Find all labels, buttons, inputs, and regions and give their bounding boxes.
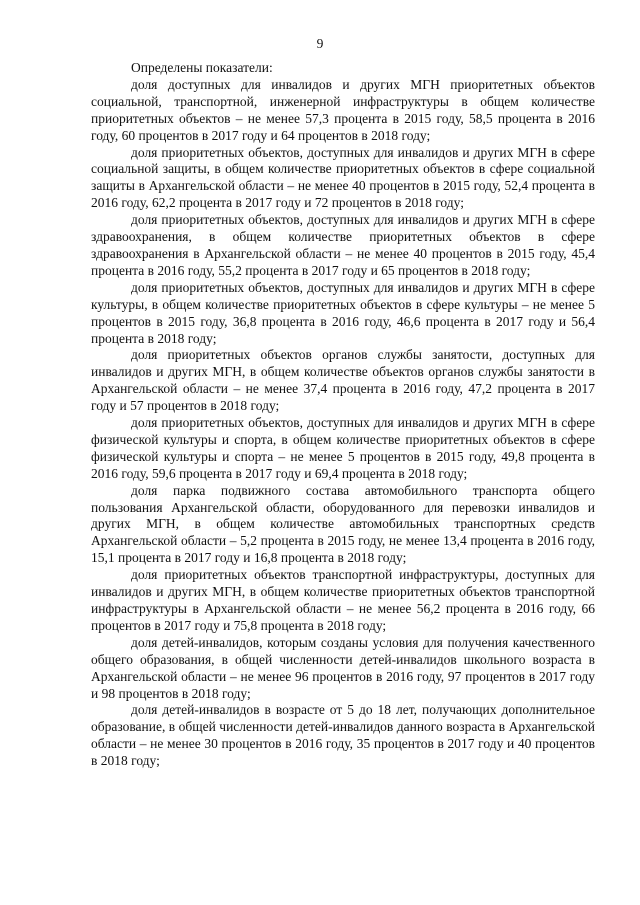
document-body: [91, 60, 595, 770]
paragraph-indicator-sport: доля приоритетных объектов, доступных для инвалидов и других МГН в сфере физической культуры и спорта, в общем количестве приоритетных объектов в сфере физической культуры и спорта – не менее 5 процентов в 2015 году, 49,8 процента в 2016 году, 59,6 процента в 2017 году и 69,4 процента в 2018 году;: [91, 415, 595, 481]
paragraph-indicator-general-education: доля детей-инвалидов, которым созданы условия для получения качественного общего образования, в общей численности детей-инвалидов школьного возраста в Архангельской области – не менее 96 процентов в 2016 году, 97 процентов в 2017 году и 98 процентов в 2018 году;: [91, 634, 595, 701]
paragraph-indicator-culture: доля приоритетных объектов, доступных для инвалидов и других МГН в сфере культуры, в общем количестве приоритетных объектов в сфере культуры – не менее 5 процентов в 2015 году, 36,8 процента в 2016 году, 46,6 процента в 2017 году и 56,4 процента в 2018 году;: [91, 279, 595, 346]
paragraph-indicator-transport-infrastructure: доля приоритетных объектов транспортной инфраструктуры, доступных для инвалидов и других МГН, в общем количестве приоритетных объектов транспортной инфраструктуры в Архангельской области – не менее 56,2 процента в 2016 году, 66 процентов в 2017 году и 75,8 процента в 2018 году;: [91, 567, 595, 633]
paragraph-indicator-social-protection: доля приоритетных объектов, доступных для инвалидов и других МГН в сфере социальной защиты, в общем количестве приоритетных объектов в сфере социальной защиты в Архангельской области – не менее 40 процентов в 2015 году, 52,4 процента в 2016 году, 62,2 процента в 2017 году и 72 процентов в 2018 году;: [91, 144, 595, 211]
paragraph-indicator-healthcare: доля приоритетных объектов, доступных для инвалидов и других МГН в сфере здравоохранения, в общем количестве приоритетных объектов в сфере здравоохранения в Архангельской области – не менее 40 процентов в 2015 году, 45,4 процента в 2016 году, 55,2 процента в 2017 году и 65 процентов в 2018 году;: [91, 212, 595, 278]
paragraph-indicator-vehicle-fleet: доля парка подвижного состава автомобильного транспорта общего пользования Архангельской области, оборудованного для перевозки инвалидов и других МГН, в общем количестве автомобильных транспортных средств Архангельской области – 5,2 процента в 2015 году, не менее 13,4 процента в 2016 году, 15,1 процента в 2017 году и 16,8 процента в 2018 году;: [91, 482, 595, 566]
paragraph-indicator-priority-objects: доля доступных для инвалидов и других МГН приоритетных объектов социальной, транспортной, инженерной инфраструктуры в общем количестве приоритетных объектов – не менее 57,3 процента в 2015 году, 58,5 процента в 2016 году, 60 процентов в 2017 году и 64 процентов в 2018 году;: [91, 76, 595, 143]
paragraph-indicator-employment: доля приоритетных объектов органов службы занятости, доступных для инвалидов и других МГН, в общем количестве объектов органов службы занятости в Архангельской области – не менее 37,4 процента в 2016 году, 47,2 процента в 2017 году и 57 процентов в 2018 году;: [91, 347, 595, 414]
paragraph-intro: Определены показатели:: [131, 60, 273, 75]
page-number: 9: [316, 36, 324, 51]
paragraph-indicator-additional-education: доля детей-инвалидов в возрасте от 5 до 18 лет, получающих дополнительное образование, в общей численности детей-инвалидов данного возраста в Архангельской области – не менее 30 процентов в 2016 году, 35 процентов в 2017 году и 40 процентов в 2018 году;: [91, 702, 595, 769]
